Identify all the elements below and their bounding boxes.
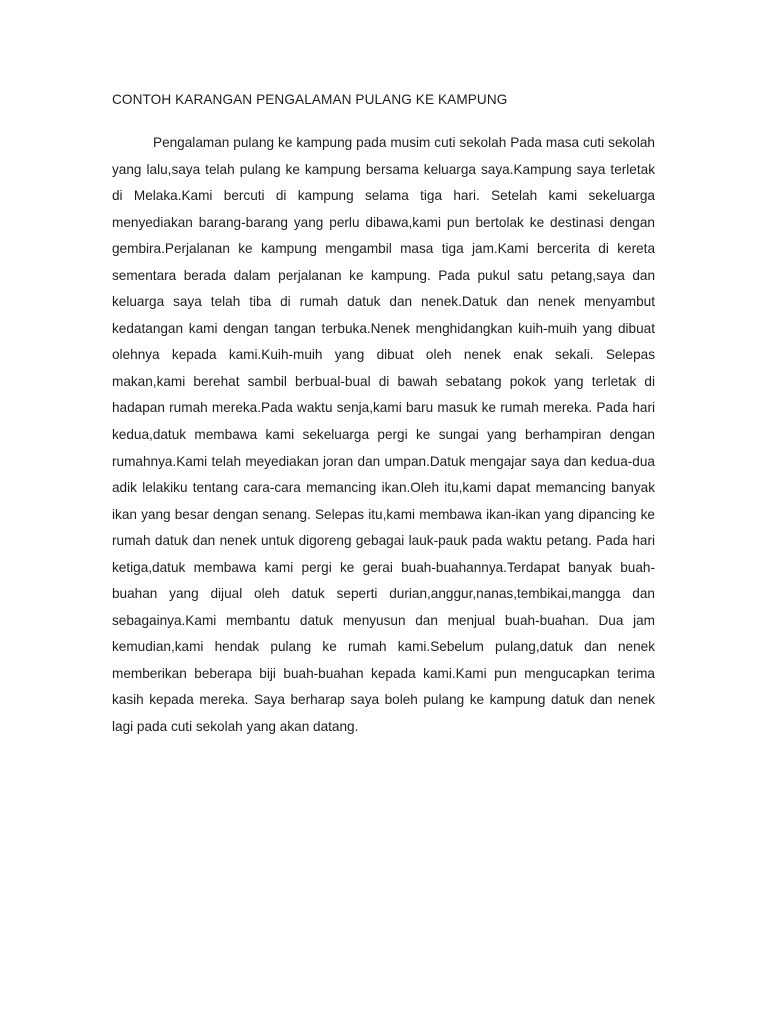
document-title: CONTOH KARANGAN PENGALAMAN PULANG KE KAMPUNG: [112, 92, 508, 107]
body-paragraph: Pengalaman pulang ke kampung pada musim cuti sekolah Pada masa cuti sekolah yang lalu,saya telah pulang ke kampung bersama keluarga saya.Kampung saya terletak di Melaka.Kami bercuti di kampung selama tiga hari. Setelah kami sekeluarga menyediakan barang-barang yang perlu dibawa,kami pun bertolak ke destinasi dengan gembira.Perjalanan ke kampung mengambil masa tiga jam.Kami bercerita di kereta sementara berada dalam perjalanan ke kampung. Pada pukul satu petang,saya dan keluarga saya telah tiba di rumah datuk dan nenek.Datuk dan nenek menyambut kedatangan kami dengan tangan terbuka.Nenek menghidangkan kuih-muih yang dibuat olehnya kepada kami.Kuih-muih yang dibuat oleh nenek enak sekali. Selepas makan,kami berehat sambil berbual-bual di bawah sebatang pokok yang terletak di hadapan rumah mereka.Pada waktu senja,kami baru masuk ke rumah mereka. Pada hari kedua,datuk membawa kami sekeluarga pergi ke sungai yang berhampiran dengan rumahnya.Kami telah meyediakan joran dan umpan.Datuk mengajar saya dan kedua-dua adik lelakiku tentang cara-cara memancing ikan.Oleh itu,kami dapat memancing banyak ikan yang besar dengan senang. Selepas itu,kami membawa ikan-ikan yang dipancing ke rumah datuk dan nenek untuk digoreng gebagai lauk-pauk pada waktu petang. Pada hari ketiga,datuk membawa kami pergi ke gerai buah-buahannya.Terdapat banyak buah-buahan yang dijual oleh datuk seperti durian,anggur,nanas,tembikai,mangga dan sebagainya.Kami membantu datuk menyusun dan menjual buah-buahan. Dua jam kemudian,kami hendak pulang ke rumah kami.Sebelum pulang,datuk dan nenek memberikan beberapa biji buah-buahan kepada kami.Kami pun mengucapkan terima kasih kepada mereka. Saya berharap saya boleh pulang ke kampung datuk dan nenek lagi pada cuti sekolah yang akan datang.: [112, 135, 655, 735]
